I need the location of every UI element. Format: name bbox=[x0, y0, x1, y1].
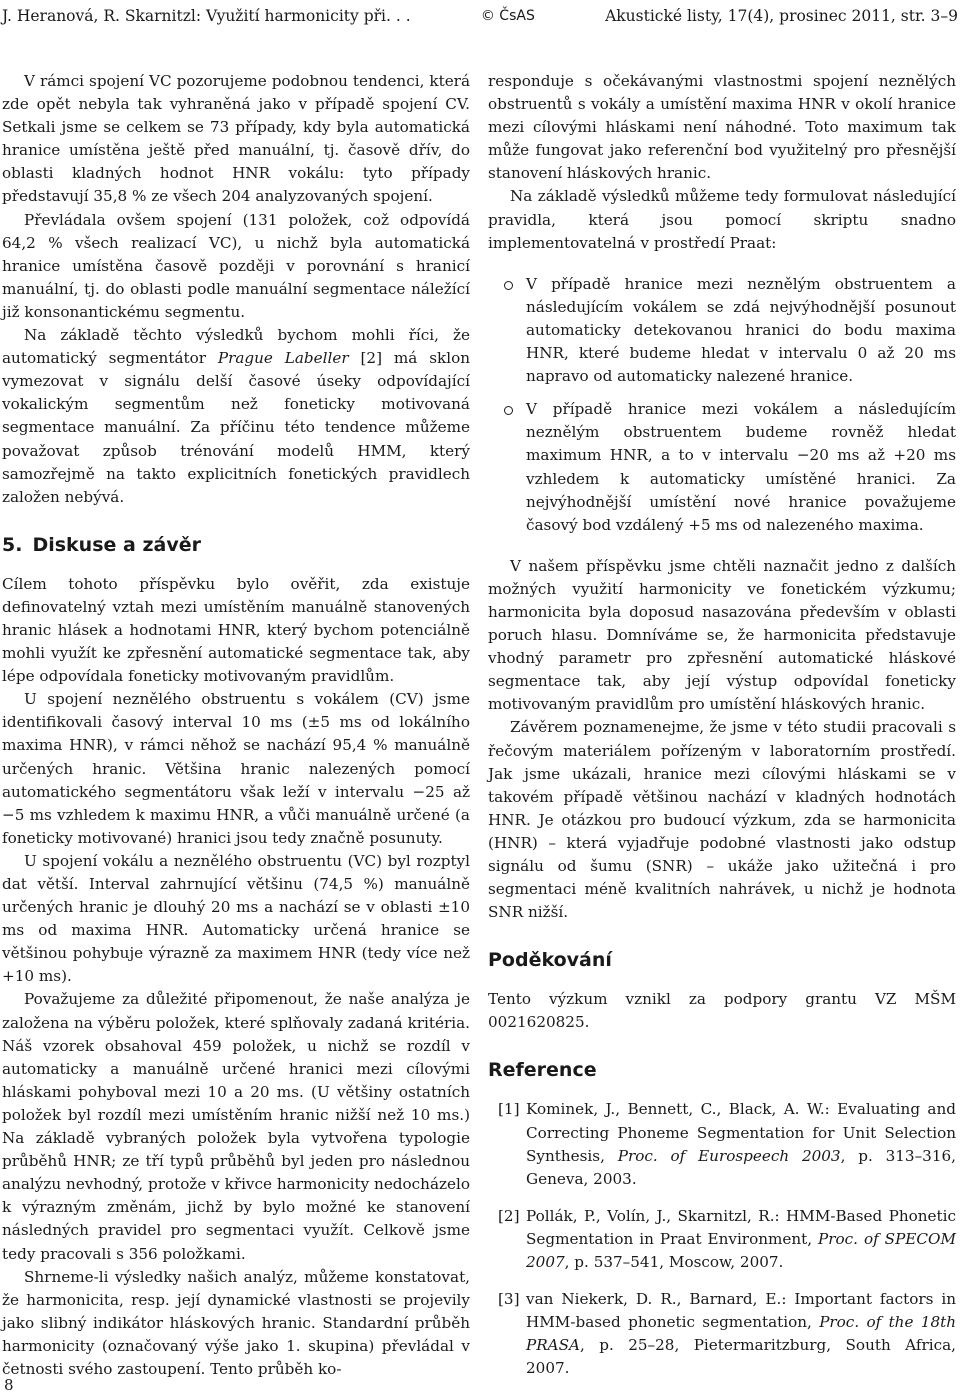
page-number: 8 bbox=[4, 1376, 14, 1394]
paragraph-text: [2] má sklon vymezovat v signálu delší časové úseky odpovídající vokalickým segmentům než foneticky motivovaná segmentace manuální. Za příčinu této tendence můžeme považovat způsob trénování modelů HMM, který samozřejmě na takto explicitních fonetických pravidlech založen nebývá. bbox=[2, 349, 470, 506]
reference-venue: Proc. of the 18th PRASA bbox=[526, 1313, 956, 1355]
header-authors-title: J. Heranová, R. Skarnitzl: Využití harmonicity při. . . bbox=[2, 7, 411, 25]
reference-text: van Niekerk, D. R., Barnard, E.: Important factors in HMM-based phonetic segmentation, bbox=[526, 1290, 956, 1332]
paragraph: Na základě výsledků můžeme tedy formulovat následující pravidla, která jsou pomocí skriptu snadno implementovatelná v prostředí Praat: bbox=[488, 187, 956, 252]
list-item bbox=[488, 273, 956, 388]
paragraph: Závěrem poznamenejme, že jsme v této studii pracovali s řečovým materiálem pořízeným v laboratorním prostředí. Jak jsme ukázali, hranice mezi cílovými hláskami se v takovém případě většinou nachází v kladných hodnotách HNR. Je otázkou pro budoucí výzkum, zda se harmonicita (HNR) – která vyjadřuje podobné vlastnosti jako odstup signálu od šumu (SNR) – ukáže jako užitečná i pro segmentaci méně kvalitních nahrávek, u nichž je hodnota SNR nižší. bbox=[488, 718, 956, 922]
rules-list bbox=[488, 273, 956, 537]
acknowledgement-heading: Poděkování bbox=[488, 949, 612, 972]
software-name: Prague Labeller bbox=[217, 349, 349, 368]
paragraph: Cílem tohoto příspěvku bylo ověřit, zda existuje definovatelný vztah mezi umístěním manuálně stanovených hranic hlásek a hodnotami HNR, který bychom potenciálně mohli využít ke zpřesnění automatické segmentace tak, aby lépe odpovídala foneticky motivovaným pravidlům. bbox=[2, 574, 470, 686]
paragraph: responduje s očekávanými vlastnostmi spojení neznělých obstruentů s vokály a umístění maxima HNR v okolí hranice mezi cílovými hláskami není náhodné. Toto maximum tak může fungovat jako referenční bod využitelný pro přesnější stanovení hláskových hranic. bbox=[488, 72, 956, 183]
reference-venue: Proc. of SPECOM 2007 bbox=[526, 1229, 956, 1272]
reference-number: [3] bbox=[498, 1290, 520, 1309]
section-heading bbox=[2, 533, 470, 557]
reference-text: Pollák, P., Volín, J., Skarnitzl, R.: HMM-Based Phonetic Segmentation in Praat Environment, bbox=[526, 1206, 956, 1248]
circle-bullet-icon bbox=[504, 281, 513, 290]
reference-item bbox=[488, 1098, 956, 1190]
paragraph: Převládala ovšem spojení (131 položek, což odpovídá 64,2 % všech realizací VC), u nichž byla automatická hranice umístěna časově později v porovnání s hranicí manuální, tj. do oblasti podle manuální segmentace náležící již konsonantickému segmentu. bbox=[2, 210, 470, 321]
reference-number: [1] bbox=[498, 1100, 520, 1119]
references-list bbox=[488, 1098, 956, 1380]
reference-text: Kominek, J., Bennett, C., Black, A. W.: Evaluating and Correcting Phoneme Segmentation for Unit Selection Synthesis, bbox=[526, 1100, 956, 1165]
paragraph: U spojení vokálu a neznělého obstruentu (VC) byl rozptyl dat větší. Interval zahrnující většinu (74,5 %) manuálně určených hranic je dlouhý 20 ms a nachází se v oblasti ±10 ms od maxima HNR. Automaticky určená hranice se většinou pohybuje výrazně za maximem HNR (tedy více než +10 ms). bbox=[2, 851, 470, 986]
section-number: 5. bbox=[2, 533, 23, 556]
paragraph bbox=[2, 324, 470, 509]
header-copyright: © ČsAS bbox=[480, 8, 535, 24]
paragraph: Shrneme-li výsledky našich analýz, můžeme konstatovat, že harmonicita, resp. její dynamické vlastnosti se projevily jako slibný indikátor hláskových hranic. Standardní průběh harmonicity (označovaný výše jako 1. skupina) převládal v četnosti svého zastoupení. Tento průběh ko- bbox=[2, 1267, 470, 1378]
list-item-text: V případě hranice mezi neznělým obstruentem a následujícím vokálem se zdá nejvýhodnější posunout automaticky detekovanou hranici do bodu maxima HNR, které budeme hledat v intervalu 0 až 20 ms napravo od automaticky nalezené hranice. bbox=[526, 274, 956, 386]
paragraph: V rámci spojení VC pozorujeme podobnou tendenci, která zde opět nebyla tak vyhraněná jako v případě spojení CV. Setkali jsme se celkem se 73 případy, kdy byla automatická hranice umístěna ještě před manuální, tj. časově dřív, do oblasti kladných hodnot HNR vokálu: tyto případy představují 35,8 % ze všech 204 analyzovaných spojení. bbox=[2, 72, 470, 206]
reference-text: , p. 313–316, Geneva, 2003. bbox=[526, 1146, 956, 1188]
paragraph: U spojení neznělého obstruentu s vokálem (CV) jsme identifikovali časový interval 10 ms (±5 ms od lokálního maxima HNR), v rámci něhož se nachází 95,4 % manuálně určených hranic. Většina hranic nalezených pomocí automatického segmentátoru však leží v intervalu −25 až −5 ms vzhledem k maximu HNR, a vůči manuálně určené (a foneticky motivované) hranici jsou tedy značně posunuty. bbox=[2, 690, 470, 847]
list-item bbox=[488, 398, 956, 537]
right-column bbox=[488, 70, 956, 1395]
reference-text: , p. 25–28, Pietermaritzburg, South Africa, 2007. bbox=[526, 1336, 956, 1378]
left-column bbox=[2, 70, 470, 1381]
references-heading: Reference bbox=[488, 1059, 597, 1082]
reference-item bbox=[488, 1205, 956, 1274]
running-header bbox=[2, 4, 958, 28]
reference-text: , p. 537–541, Moscow, 2007. bbox=[564, 1253, 784, 1272]
paragraph: Považujeme za důležité připomenout, že naše analýza je založena na výběru položek, které splňovaly zadaná kritéria. Náš vzorek obsahoval 459 položek, u nichž se rozdíl v automaticky a manuálně určené hranici mezi cílovými hláskami pohyboval mezi 10 a 20 ms. (U většiny ostatních položek byl rozdíl mezi umístěním hranic nižší než 10 ms.) Na základě vybraných položek byla vytvořena typologie průběhů HNR; ze tří typů průběhů byl jeden pro následnou analýzu nevhodný, protože v křivce harmonicity nedocházelo k výrazným změnám, jichž by bylo možné ke stanovení následných pravidel pro segmentaci využít. Celkově jsme tedy pracovali s 356 položkami. bbox=[2, 990, 470, 1263]
reference-venue: Proc. of Eurospeech 2003 bbox=[617, 1146, 841, 1165]
circle-bullet-icon bbox=[504, 406, 513, 415]
paragraph: V našem příspěvku jsme chtěli naznačit jedno z dalších možných využití harmonicity ve fonetickém výzkumu; harmonicita byla doposud nasazována především v oblasti poruch hlasu. Domníváme se, že harmonicita představuje vhodný parametr pro zpřesnění automatické hláskové segmentace tak, aby její výstup odpovídal foneticky motivovaným pravidlům pro umístění hláskových hranic. bbox=[488, 556, 956, 714]
list-item-text: V případě hranice mezi vokálem a následujícím neznělým obstruentem budeme rovněž hledat maximum HNR, a to v intervalu −20 ms až +20 ms vzhledem k automaticky umístěné hranici. Za nejvýhodnější umístění nové hranice považujeme časový bod vzdálený +5 ms od nalezeného maxima. bbox=[526, 400, 956, 534]
paragraph-text: Na základě těchto výsledků bychom mohli říci, že automatický segmentátor bbox=[2, 326, 470, 368]
acknowledgement-text: Tento výzkum vznikl za podpory grantu VZ MŠM 0021620825. bbox=[488, 990, 956, 1032]
reference-item bbox=[488, 1288, 956, 1380]
reference-number: [2] bbox=[498, 1206, 520, 1225]
header-journal-info: Akustické listy, 17(4), prosinec 2011, str. 3–9 bbox=[605, 7, 958, 25]
section-title: Diskuse a závěr bbox=[32, 533, 201, 556]
